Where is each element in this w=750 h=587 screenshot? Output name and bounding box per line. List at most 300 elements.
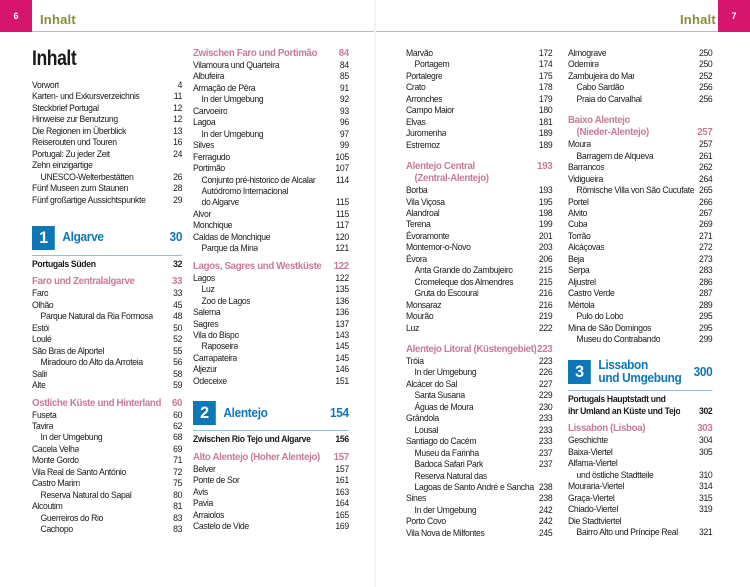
toc-entry[interactable] bbox=[32, 137, 182, 148]
toc-entry[interactable] bbox=[568, 447, 712, 458]
toc-entry[interactable] bbox=[32, 524, 182, 535]
toc-entry-page: 83 bbox=[173, 524, 183, 535]
toc-entry[interactable] bbox=[193, 186, 349, 197]
toc-entry-title: Elvas bbox=[406, 116, 426, 127]
toc-entry-page: 157 bbox=[335, 463, 349, 474]
toc-entry[interactable] bbox=[193, 353, 349, 364]
toc-entry[interactable] bbox=[193, 434, 349, 445]
toc-entry[interactable] bbox=[32, 172, 182, 183]
toc-entry[interactable] bbox=[193, 94, 349, 105]
toc-entry[interactable] bbox=[193, 71, 349, 82]
toc-entry-page: 237 bbox=[538, 459, 553, 470]
toc-entry-title: ihr Umland an Küste und Tejo bbox=[568, 405, 681, 416]
toc-entry[interactable] bbox=[193, 232, 349, 243]
toc-entry-title: Reserva Natural do Sapal bbox=[40, 489, 132, 500]
toc-entry-page: 145 bbox=[335, 352, 349, 363]
toc-entry-title: Juromenha bbox=[406, 128, 447, 139]
toc-entry-page: 137 bbox=[335, 318, 349, 329]
toc-entry-title: Alvor bbox=[193, 208, 212, 219]
toc-entry[interactable] bbox=[568, 139, 712, 150]
toc-entry-page: 33 bbox=[173, 288, 183, 299]
toc-entry-page: 256 bbox=[698, 93, 713, 104]
toc-entry-title: Mourão bbox=[406, 311, 434, 322]
toc-entry-title: Armação de Pêra bbox=[193, 82, 256, 93]
toc-entry-page: 264 bbox=[698, 173, 713, 184]
toc-entry-title: Borba bbox=[406, 185, 428, 196]
toc-entry-title: Albufeira bbox=[193, 71, 225, 82]
toc-entry-page: 60 bbox=[171, 397, 183, 409]
toc-entry[interactable] bbox=[406, 265, 552, 276]
toc-entry-title: Salir bbox=[32, 368, 48, 379]
toc-section-heading[interactable] bbox=[568, 423, 712, 435]
toc-entry-page: 156 bbox=[335, 434, 349, 445]
toc-entry-title: Parque Natural da Ria Formosa bbox=[40, 311, 153, 322]
toc-entry[interactable] bbox=[32, 478, 182, 489]
toc-entry-page: 256 bbox=[698, 82, 713, 93]
toc-entry[interactable] bbox=[32, 114, 182, 125]
toc-entry[interactable] bbox=[193, 83, 349, 94]
left-running-head: Inhalt bbox=[40, 12, 76, 27]
toc-entry[interactable] bbox=[568, 435, 712, 446]
toc-entry-page: 265 bbox=[698, 185, 713, 196]
toc-entry[interactable] bbox=[568, 219, 712, 230]
toc-entry[interactable] bbox=[568, 493, 712, 504]
toc-entry[interactable] bbox=[568, 151, 712, 162]
toc-entry-page: 58 bbox=[173, 368, 183, 379]
toc-entry-page: 32 bbox=[173, 258, 183, 269]
toc-entry-page: 250 bbox=[698, 59, 713, 70]
toc-entry[interactable] bbox=[193, 273, 349, 284]
toc-entry[interactable] bbox=[32, 103, 182, 114]
toc-entry-title: Museu do Contrabando bbox=[576, 333, 661, 344]
toc-entry[interactable] bbox=[406, 356, 552, 367]
page-gutter bbox=[374, 0, 376, 587]
toc-entry-title: Castro Verde bbox=[568, 288, 615, 299]
toc-entry[interactable] bbox=[32, 432, 182, 443]
toc-entry[interactable] bbox=[568, 162, 712, 173]
toc-entry-title: Marvão bbox=[406, 48, 433, 58]
toc-entry-page: 136 bbox=[335, 307, 349, 318]
toc-entry[interactable] bbox=[568, 470, 712, 481]
toc-entry[interactable] bbox=[568, 516, 712, 527]
toc-entry-title: Salema bbox=[193, 307, 221, 318]
toc-entry-title: Santa Susana bbox=[414, 390, 465, 401]
toc-entry[interactable] bbox=[406, 402, 552, 413]
toc-entry-page: 261 bbox=[698, 150, 713, 161]
toc-entry[interactable] bbox=[193, 129, 349, 140]
toc-entry[interactable] bbox=[406, 448, 552, 459]
toc-entry[interactable] bbox=[568, 458, 712, 469]
toc-entry[interactable] bbox=[406, 413, 552, 424]
toc-entry-title: Serpa bbox=[568, 265, 590, 276]
spacer bbox=[406, 151, 552, 161]
toc-entry[interactable] bbox=[32, 490, 182, 501]
toc-entry-page: 62 bbox=[173, 420, 183, 431]
toc-entry-page: 122 bbox=[333, 260, 349, 272]
toc-entry[interactable] bbox=[32, 80, 182, 91]
toc-entry-title: Baixa-Viertel bbox=[568, 446, 613, 457]
toc-entry[interactable] bbox=[568, 242, 712, 253]
toc-entry-title: Vilamoura und Quarteira bbox=[193, 60, 280, 70]
toc-entry[interactable] bbox=[193, 106, 349, 117]
toc-section-heading[interactable] bbox=[406, 173, 552, 185]
toc-entry[interactable] bbox=[193, 498, 349, 509]
toc-entry[interactable] bbox=[406, 379, 552, 390]
toc-entry[interactable] bbox=[568, 71, 712, 82]
toc-entry[interactable] bbox=[568, 94, 712, 105]
chapter-number: 1 bbox=[32, 226, 55, 250]
toc-entry[interactable] bbox=[193, 163, 349, 174]
toc-entry[interactable] bbox=[568, 300, 712, 311]
toc-entry[interactable] bbox=[406, 105, 552, 116]
header-rule bbox=[32, 31, 374, 32]
toc-entry-page: 24 bbox=[173, 148, 183, 159]
toc-entry-page: 169 bbox=[335, 520, 349, 531]
toc-entry[interactable] bbox=[406, 117, 552, 128]
toc-entry-title: Hinweise zur Benutzung bbox=[32, 114, 118, 125]
toc-entry[interactable] bbox=[568, 481, 712, 492]
toc-entry-page: 13 bbox=[173, 125, 183, 136]
toc-entry-title: In der Umgebung bbox=[201, 94, 264, 105]
toc-entry[interactable] bbox=[568, 527, 712, 538]
toc-entry[interactable] bbox=[406, 493, 552, 504]
toc-entry[interactable] bbox=[193, 464, 349, 475]
toc-entry-title: Museu da Farinha bbox=[414, 447, 479, 458]
toc-entry[interactable] bbox=[193, 330, 349, 341]
toc-entry-title: Vila Nova de Milfontes bbox=[406, 527, 485, 538]
toc-section-heading[interactable] bbox=[406, 344, 552, 356]
toc-entry[interactable] bbox=[406, 59, 552, 70]
toc-entry[interactable] bbox=[32, 334, 182, 345]
toc-entry-title: São Bras de Alportel bbox=[32, 345, 105, 356]
toc-entry[interactable] bbox=[406, 528, 552, 539]
toc-entry[interactable] bbox=[32, 126, 182, 137]
toc-entry[interactable] bbox=[406, 482, 552, 493]
toc-entry-page: 115 bbox=[336, 197, 349, 208]
toc-entry[interactable] bbox=[406, 367, 552, 378]
toc-entry[interactable] bbox=[568, 311, 712, 322]
toc-entry[interactable] bbox=[193, 117, 349, 128]
toc-entry-title: Cachopo bbox=[40, 524, 73, 535]
toc-section-heading[interactable] bbox=[32, 276, 182, 288]
toc-entry[interactable] bbox=[568, 288, 712, 299]
toc-entry-page: 233 bbox=[538, 413, 553, 424]
toc-entry[interactable] bbox=[32, 513, 182, 524]
toc-entry[interactable] bbox=[193, 197, 349, 208]
toc-entry-title: Estremoz bbox=[406, 139, 440, 150]
toc-entry[interactable] bbox=[568, 197, 712, 208]
toc-entry[interactable] bbox=[406, 390, 552, 401]
toc-entry-page: 193 bbox=[538, 185, 553, 196]
toc-entry[interactable] bbox=[406, 425, 552, 436]
toc-entry[interactable] bbox=[406, 48, 552, 59]
toc-entry-page: 12 bbox=[173, 114, 183, 125]
toc-entry-page: 201 bbox=[538, 230, 553, 241]
header-rule bbox=[376, 31, 718, 32]
toc-entry[interactable] bbox=[32, 369, 182, 380]
toc-entry-page: 56 bbox=[173, 357, 183, 368]
toc-entry[interactable] bbox=[568, 394, 712, 405]
toc-entry[interactable] bbox=[32, 357, 182, 368]
toc-entry-page: 206 bbox=[538, 253, 553, 264]
toc-entry[interactable] bbox=[568, 185, 712, 196]
toc-entry-title: In der Umgebung bbox=[40, 432, 103, 443]
toc-entry-page: 69 bbox=[173, 443, 183, 454]
toc-entry-title: Sines bbox=[406, 493, 426, 504]
toc-entry[interactable] bbox=[406, 242, 552, 253]
toc-entry[interactable] bbox=[193, 521, 349, 532]
toc-entry-title: Reserva Natural das bbox=[414, 470, 487, 481]
toc-entry[interactable] bbox=[406, 128, 552, 139]
chapter-title: Alentejo bbox=[223, 405, 268, 420]
toc-entry-title: (Nieder-Alentejo) bbox=[576, 127, 649, 139]
toc-entry[interactable] bbox=[406, 71, 552, 82]
toc-section-heading[interactable] bbox=[193, 48, 349, 60]
toc-entry[interactable] bbox=[193, 209, 349, 220]
toc-entry[interactable] bbox=[406, 219, 552, 230]
toc-entry-page: 161 bbox=[335, 475, 349, 486]
toc-entry[interactable] bbox=[32, 455, 182, 466]
toc-entry[interactable] bbox=[193, 152, 349, 163]
toc-entry[interactable] bbox=[568, 334, 712, 345]
toc-entry[interactable] bbox=[193, 364, 349, 375]
toc-entry-page: 164 bbox=[335, 498, 349, 509]
toc-entry[interactable] bbox=[32, 444, 182, 455]
toc-entry[interactable] bbox=[193, 319, 349, 330]
toc-entry-title: Römische Villa von São Cucufate bbox=[576, 185, 695, 196]
toc-entry[interactable] bbox=[406, 140, 552, 151]
toc-entry-page: 283 bbox=[698, 265, 713, 276]
toc-entry[interactable] bbox=[406, 516, 552, 527]
toc-entry-title: Beja bbox=[568, 253, 584, 264]
toc-entry[interactable] bbox=[32, 346, 182, 357]
toc-entry-title: Santiago do Cacém bbox=[406, 436, 477, 447]
chapter-heading-lissabon[interactable] bbox=[568, 359, 712, 391]
chapter-heading-algarve[interactable] bbox=[32, 226, 182, 256]
toc-entry-title: Steckbrief Portugal bbox=[32, 102, 99, 113]
toc-entry-page: 143 bbox=[335, 329, 349, 340]
toc-entry[interactable] bbox=[193, 220, 349, 231]
toc-entry-page: 117 bbox=[336, 220, 349, 231]
toc-entry-title: Crato bbox=[406, 82, 426, 93]
toc-entry[interactable] bbox=[406, 288, 552, 299]
toc-entry[interactable] bbox=[568, 174, 712, 185]
toc-entry-title: Terena bbox=[406, 219, 431, 230]
toc-entry-title: Moura bbox=[568, 139, 591, 150]
spacer bbox=[568, 105, 712, 115]
toc-entry[interactable] bbox=[406, 471, 552, 482]
toc-entry-page: 178 bbox=[538, 82, 553, 93]
toc-entry[interactable] bbox=[406, 436, 552, 447]
toc-entry-title: do Algarve bbox=[201, 197, 240, 208]
toc-entry-title: Alandroal bbox=[406, 207, 440, 218]
toc-entry[interactable] bbox=[193, 475, 349, 486]
toc-entry-title: In der Umgebung bbox=[201, 128, 264, 139]
toc-entry[interactable] bbox=[406, 231, 552, 242]
toc-entry-title: Loulé bbox=[32, 334, 52, 345]
toc-entry[interactable] bbox=[32, 410, 182, 421]
toc-entry[interactable] bbox=[32, 160, 182, 171]
toc-entry-title: Estói bbox=[32, 322, 50, 333]
toc-entry[interactable] bbox=[193, 284, 349, 295]
toc-entry[interactable] bbox=[406, 300, 552, 311]
toc-entry-page: 99 bbox=[339, 140, 349, 151]
toc-entry[interactable] bbox=[406, 323, 552, 334]
toc-entry[interactable] bbox=[32, 91, 182, 102]
toc-entry-title: Östliche Küste und Hinterland bbox=[32, 397, 162, 409]
toc-entry-page: 203 bbox=[538, 242, 553, 253]
toc-entry[interactable] bbox=[568, 406, 712, 417]
toc-entry[interactable] bbox=[406, 459, 552, 470]
toc-entry-page: 180 bbox=[538, 105, 553, 116]
toc-entry-page: 199 bbox=[538, 219, 553, 230]
toc-entry-page: 229 bbox=[538, 390, 553, 401]
toc-entry-title: Évora bbox=[406, 253, 427, 264]
toc-entry[interactable] bbox=[568, 208, 712, 219]
toc-entry-title: Lagos bbox=[193, 272, 215, 283]
toc-entry-title: In der Umgebung bbox=[414, 367, 477, 378]
toc-entry[interactable] bbox=[568, 254, 712, 265]
toc-entry[interactable] bbox=[568, 277, 712, 288]
toc-entry-page: 237 bbox=[538, 447, 553, 458]
toc-entry-title: Faro und Zentralalgarve bbox=[32, 276, 135, 288]
toc-entry[interactable] bbox=[568, 323, 712, 334]
chapter-number: 3 bbox=[568, 360, 591, 384]
toc-entry-page: 189 bbox=[538, 139, 553, 150]
toc-entry-page: 219 bbox=[538, 311, 553, 322]
toc-entry[interactable] bbox=[32, 421, 182, 432]
toc-entry[interactable] bbox=[32, 380, 182, 391]
toc-entry[interactable] bbox=[193, 376, 349, 387]
toc-section-heading[interactable] bbox=[568, 115, 712, 127]
toc-entry[interactable] bbox=[406, 505, 552, 516]
toc-entry[interactable] bbox=[406, 277, 552, 288]
toc-entry-page: 48 bbox=[173, 311, 183, 322]
toc-entry[interactable] bbox=[32, 183, 182, 194]
chapter-heading-alentejo[interactable] bbox=[193, 401, 349, 431]
toc-entry[interactable] bbox=[32, 323, 182, 334]
toc-entry[interactable] bbox=[32, 501, 182, 512]
toc-entry-page: 135 bbox=[335, 284, 349, 295]
toc-entry[interactable] bbox=[568, 504, 712, 515]
toc-entry[interactable] bbox=[32, 149, 182, 160]
toc-entry[interactable] bbox=[32, 195, 182, 206]
toc-entry[interactable] bbox=[406, 185, 552, 196]
toc-entry-page: 233 bbox=[538, 436, 553, 447]
toc-column-1 bbox=[32, 48, 182, 536]
toc-entry-page: 216 bbox=[538, 299, 553, 310]
toc-section-heading[interactable] bbox=[32, 398, 182, 410]
toc-entry[interactable] bbox=[406, 82, 552, 93]
toc-entry[interactable] bbox=[32, 300, 182, 311]
toc-entry[interactable] bbox=[32, 311, 182, 322]
toc-entry[interactable] bbox=[32, 288, 182, 299]
toc-entry-title: Belver bbox=[193, 463, 216, 474]
toc-entry-title: Barragem de Alqueva bbox=[576, 150, 654, 161]
toc-entry[interactable] bbox=[193, 341, 349, 352]
toc-entry-title: Monsaraz bbox=[406, 299, 442, 310]
toc-entry[interactable] bbox=[32, 467, 182, 478]
toc-entry-title: Raposeira bbox=[201, 341, 238, 352]
toc-entry-page: 295 bbox=[698, 311, 713, 322]
toc-entry[interactable] bbox=[193, 243, 349, 254]
toc-entry[interactable] bbox=[568, 231, 712, 242]
toc-entry[interactable] bbox=[568, 82, 712, 93]
toc-entry-title: Arraiolos bbox=[193, 509, 225, 520]
toc-entry-title: Cuba bbox=[568, 219, 588, 230]
toc-entry-page: 215 bbox=[538, 276, 553, 287]
toc-entry-title: Grândola bbox=[406, 413, 439, 424]
toc-entry-page: 92 bbox=[339, 94, 349, 105]
toc-entry-page: 68 bbox=[173, 432, 183, 443]
toc-entry[interactable] bbox=[568, 265, 712, 276]
toc-column-3 bbox=[406, 48, 552, 539]
toc-entry-title: Portimão bbox=[193, 163, 225, 174]
toc-section-heading[interactable] bbox=[193, 452, 349, 464]
toc-entry-page: 26 bbox=[173, 171, 183, 182]
toc-entry-title: Lagos, Sagres und Westküste bbox=[193, 260, 322, 272]
toc-entry-page: 136 bbox=[335, 295, 349, 306]
toc-entry[interactable] bbox=[193, 510, 349, 521]
toc-entry-title: Vidigueira bbox=[568, 173, 603, 184]
toc-entry[interactable] bbox=[568, 59, 712, 70]
toc-entry[interactable] bbox=[406, 311, 552, 322]
spacer bbox=[406, 334, 552, 344]
toc-entry[interactable] bbox=[406, 94, 552, 105]
toc-entry-title: Baixo Alentejo bbox=[568, 115, 631, 127]
toc-section-heading[interactable] bbox=[406, 161, 552, 173]
toc-entry-page: 84 bbox=[338, 48, 349, 59]
toc-entry-title: Fuseta bbox=[32, 409, 57, 420]
toc-entry[interactable] bbox=[193, 296, 349, 307]
toc-entry[interactable] bbox=[193, 140, 349, 151]
toc-entry[interactable] bbox=[193, 60, 349, 71]
toc-section-heading[interactable] bbox=[193, 261, 349, 273]
toc-entry-title: Lagoas de Santo André e Sancha bbox=[414, 481, 534, 492]
toc-entry[interactable] bbox=[406, 197, 552, 208]
toc-entry-page: 81 bbox=[173, 501, 183, 512]
toc-entry-page: 314 bbox=[698, 481, 713, 492]
toc-entry-title: Lousal bbox=[414, 424, 439, 435]
chapter-page: 300 bbox=[693, 364, 713, 379]
toc-entry-page: 11 bbox=[173, 91, 183, 102]
toc-entry[interactable] bbox=[32, 259, 182, 270]
toc-entry-page: 198 bbox=[538, 207, 553, 218]
toc-entry[interactable] bbox=[193, 487, 349, 498]
toc-entry-title: Odeceixe bbox=[193, 375, 227, 386]
toc-entry-title: Monchique bbox=[193, 220, 233, 231]
toc-entry-title: Zambujeira do Mar bbox=[568, 70, 635, 81]
page-title: Inhalt bbox=[32, 47, 77, 70]
toc-entry[interactable] bbox=[406, 208, 552, 219]
toc-entry-title: Cabo Sardão bbox=[576, 82, 624, 93]
toc-section-heading[interactable] bbox=[568, 127, 712, 139]
toc-entry-title: und östliche Stadtteile bbox=[576, 469, 654, 480]
toc-entry[interactable] bbox=[568, 48, 712, 59]
toc-entry[interactable] bbox=[193, 307, 349, 318]
toc-entry[interactable] bbox=[406, 254, 552, 265]
toc-entry-page: 121 bbox=[335, 243, 349, 254]
toc-entry-page: 193 bbox=[537, 161, 553, 173]
toc-entry-page: 4 bbox=[177, 80, 183, 90]
toc-entry-page: 55 bbox=[173, 345, 183, 356]
toc-entry-title: Die Stadtviertel bbox=[568, 515, 622, 526]
toc-entry-title: Olhão bbox=[32, 299, 54, 310]
chapter-page: 154 bbox=[329, 405, 349, 420]
toc-entry-title: Vila Real de Santo António bbox=[32, 466, 126, 477]
toc-entry[interactable] bbox=[193, 175, 349, 186]
toc-entry-title: Arronches bbox=[406, 93, 443, 104]
